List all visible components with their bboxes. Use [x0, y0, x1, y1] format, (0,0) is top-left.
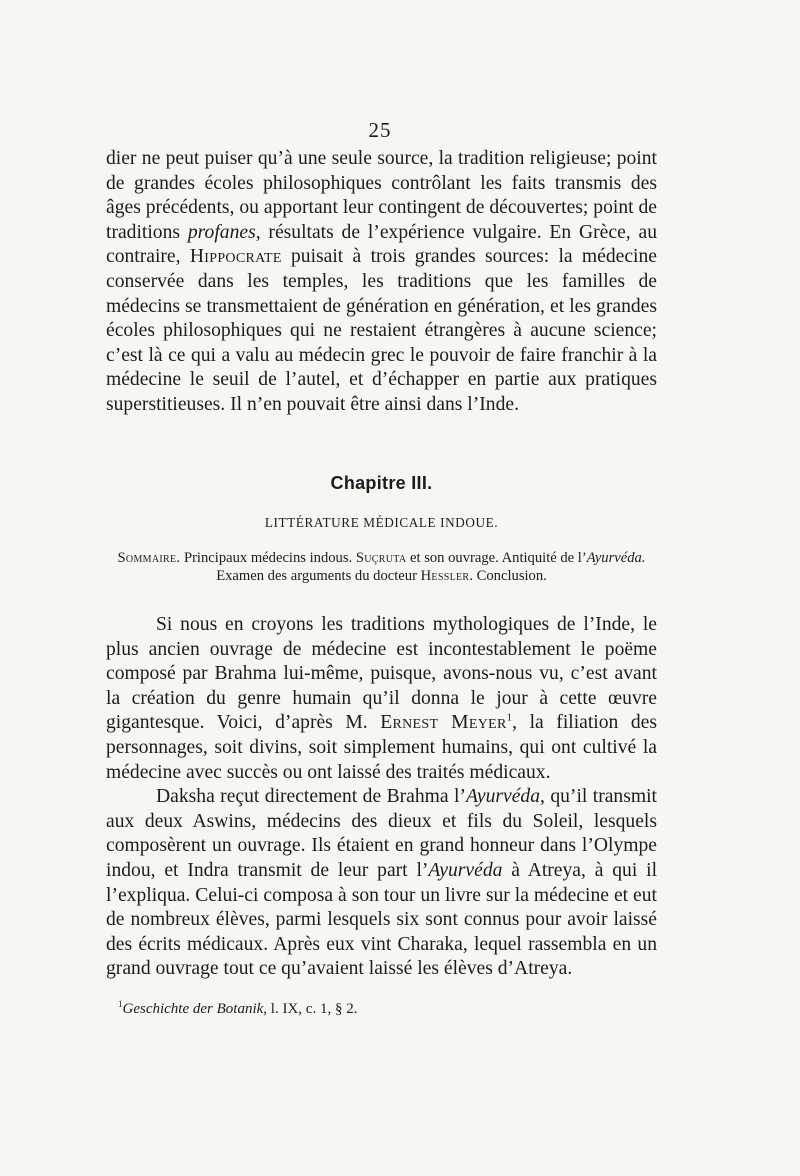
intro-paragraph — [106, 147, 657, 418]
p2-text-3: à Atreya, à qui il l’expliqua. Celui-ci composa à son tour un livre sur la médecine et eut de nombreux élèves, parmi lesquels six sont connus pour avoir laissé des écrits médicaux. Après eux vint Charaka, lequel rassembla en un grand ouvrage tout ce qu’avaient laissé les élèves d’Atreya. — [106, 859, 658, 980]
name-hessler: Hessler — [420, 568, 470, 584]
summary-text-1: Principaux médecins indous. — [180, 550, 356, 566]
chapter-summary — [106, 549, 657, 585]
name-sucruta: Suçruta — [355, 550, 407, 566]
p2-text-2: , qu’il transmit aux deux Aswins, médecins des dieux et fils du Soleil, lesquels composèrent un ouvrage. Ils étaient en grand honneur dans l’Olympe indou, et Indra transmit de leur part l’ — [106, 786, 657, 881]
intro-text-1: dier ne peut puiser qu’à une seule source, la tradition religieuse; point de grandes écoles philosophiques contrôlant les faits transmis des âges précédents, ou apportant leur contingent de découvertes; point de traditions — [106, 148, 657, 243]
name-hippocrate: Hippocrate — [189, 246, 282, 268]
body-paragraph-2 — [106, 785, 657, 982]
summary-text-4: . Conclusion. — [469, 568, 547, 584]
body-text — [106, 613, 657, 982]
summary-text-2: et son ouvrage. Antiquité de l’ — [406, 550, 587, 566]
summary-italic-ayurveda: Ayurvéda. — [586, 550, 646, 566]
p2-italic-ayurveda-1: Ayurvéda — [466, 786, 541, 808]
p2-italic-ayurveda-2: Ayurvéda — [428, 859, 503, 881]
body-paragraph-1 — [106, 613, 657, 785]
chapter-subtitle: LITTÉRATURE MÉDICALE INDOUE. — [264, 515, 499, 530]
p1-text-2: , la filiation des personnages, soit divins, soit simplement humains, qui ont cultivé la médecine avec succès ou ont laissé des traités médicaux. — [106, 712, 657, 783]
intro-text-2: , résultats de l’expérience vulgaire. En Grèce, au contraire, — [106, 221, 657, 268]
intro-text-3: puisait à trois grandes sources: la médecine conservée dans les temples, les traditions que les familles de médecins se transmettaient de génération en génération, et les grandes écoles philosophiques qui ne restaient étrangères à aucune science; c’est là ce qui a valu au médecin grec le pouvoir de faire franchir à la médecine le seuil de l’autel, et d’échapper en partie aux pratiques superstitieuses. Il n’en pouvait être ainsi dans l’Inde. — [106, 246, 657, 415]
p1-text-1: Si nous en croyons les traditions mythologiques de l’Inde, le plus ancien ouvrage de médecine est incontestablement le poëme composé par Brahma lui-même, puisque, avons-nous vu, c’est avant la création du genre humain qu’il donna le jour à cette œuvre gigantesque. Voici, d’après M. — [106, 614, 657, 734]
intro-italic-profanes: profanes — [187, 221, 256, 243]
page-number: 25 — [368, 118, 392, 142]
p2-text-1: Daksha reçut directement de Brahma l’ — [156, 786, 467, 808]
footnote — [118, 1000, 658, 1018]
name-ernest-meyer: Ernest Meyer — [380, 712, 507, 734]
footnote-reference: , l. IX, c. 1, § 2. — [263, 1001, 358, 1017]
chapter-heading: Chapitre III. — [330, 473, 433, 493]
footnote-marker: 1 — [506, 711, 513, 724]
summary-text-3: Examen des arguments du docteur — [216, 568, 421, 584]
summary-label: Sommaire. — [117, 550, 181, 566]
footnote-title: Geschichte der Botanik — [122, 1001, 264, 1017]
footnote-number: 1 — [118, 999, 123, 1009]
